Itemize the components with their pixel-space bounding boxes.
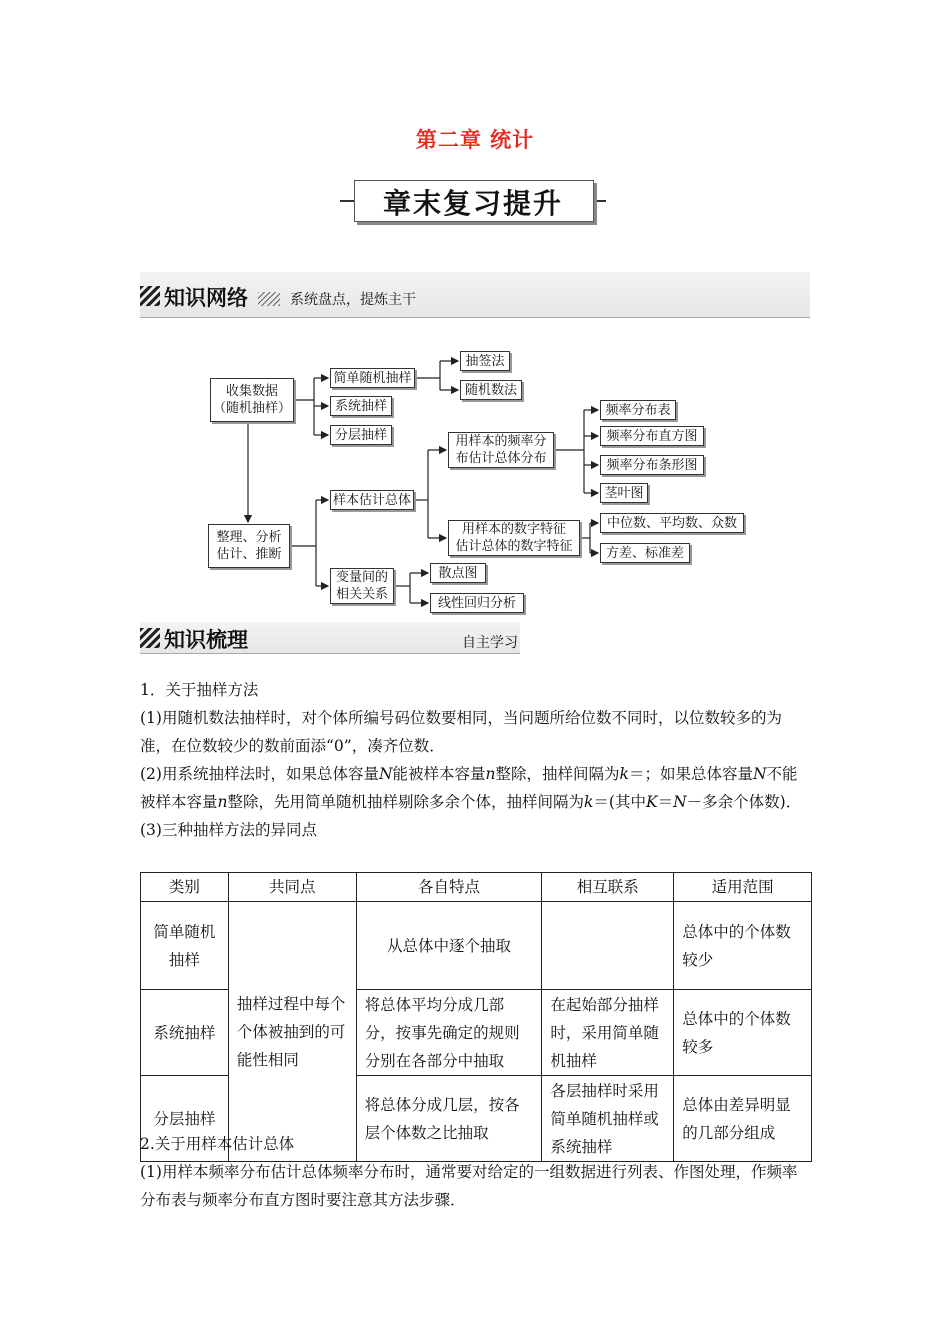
node-sample-estimate: 样本估计总体	[330, 490, 414, 510]
node-freq-estimate: 用样本的频率分 布估计总体分布	[448, 432, 554, 468]
stripes-icon	[140, 286, 160, 306]
section-heading: 知识网络	[164, 286, 248, 310]
table-cell: 将总体平均分成几部分，按事先确定的规则分别在各部分中抽取	[356, 990, 542, 1076]
node-scatter: 散点图	[430, 563, 486, 583]
table-cell: 总体中的个体数较多	[674, 990, 812, 1076]
section-knowledge-network	[140, 272, 810, 318]
node-variable-relation: 变量间的 相关关系	[330, 568, 394, 604]
table-cell: 在起始部分抽样时，采用简单随机抽样	[542, 990, 674, 1076]
node-freq-table: 频率分布表	[600, 400, 676, 420]
table-cell: 分层抽样	[141, 1076, 229, 1162]
table-header: 适用范围	[674, 873, 812, 902]
table-header: 相互联系	[542, 873, 674, 902]
banner	[346, 180, 600, 226]
table-header: 类别	[141, 873, 229, 902]
node-mean-median-mode: 中位数、平均数、众数	[600, 513, 744, 533]
table-cell: 从总体中逐个抽取	[356, 902, 542, 990]
sampling-comparison-table	[140, 872, 812, 1162]
content-part-1	[140, 676, 812, 844]
node-numeric-estimate: 用样本的数字特征 估计总体的数字特征	[448, 520, 580, 556]
banner-title: 章末复习提升	[382, 187, 563, 220]
heading-estimation: 2.关于用样本估计总体	[140, 1135, 295, 1153]
node-stem-leaf: 茎叶图	[600, 483, 648, 503]
table-row	[141, 902, 812, 990]
para-comparison-intro: (3)三种抽样方法的异同点	[140, 821, 317, 839]
chapter-title: 第二章 统计	[415, 128, 535, 152]
content-part-2	[140, 1130, 812, 1214]
table-cell: 简单随机抽样	[141, 902, 229, 990]
section-subtitle: 自主学习	[462, 635, 518, 651]
table-cell	[542, 902, 674, 990]
table-cell: 总体中的个体数较少	[674, 902, 812, 990]
node-freq-histogram: 频率分布直方图	[600, 426, 704, 446]
hatch-icon	[258, 292, 280, 306]
section-subtitle: 系统盘点，提炼主干	[290, 292, 416, 308]
table-cell: 将总体分成几层，按各层个体数之比抽取	[356, 1076, 542, 1162]
knowledge-network-diagram	[200, 346, 760, 620]
node-lottery: 抽签法	[460, 351, 510, 371]
table-header: 各自特点	[356, 873, 542, 902]
node-random-table: 随机数法	[460, 380, 522, 400]
table-cell: 总体由差异明显的几部分组成	[674, 1076, 812, 1162]
node-regression: 线性回归分析	[430, 593, 524, 613]
para-systematic: (2)用系统抽样法时，如果总体容量N能被样本容量n整除，抽样间隔为k＝；如果总体容量N不能被样本容量n整除，先用简单随机抽样剔除多余个体，抽样间隔为k＝(其中K＝N－多余个体数)．	[140, 765, 802, 811]
heading-sampling: 1．关于抽样方法	[140, 681, 259, 699]
table-cell: 各层抽样时采用简单随机抽样或系统抽样	[542, 1076, 674, 1162]
node-collect: 收集数据 （随机抽样）	[210, 378, 294, 422]
stripes-icon	[140, 628, 160, 648]
section-heading: 知识梳理	[164, 628, 248, 652]
node-organize: 整理、分析 估计、推断	[208, 524, 290, 568]
node-simple-random: 简单随机抽样	[330, 368, 415, 388]
node-freq-bar: 频率分布条形图	[600, 455, 704, 475]
node-stratified: 分层抽样	[330, 425, 392, 445]
para-frequency: (1)用样本频率分布估计总体频率分布时，通常要对给定的一组数据进行列表、作图处理，作频率分布表与频率分布直方图时要注意其方法步骤．	[140, 1163, 798, 1209]
node-variance-stddev: 方差、标准差	[600, 543, 690, 563]
section-knowledge-review	[140, 622, 520, 654]
table-cell: 系统抽样	[141, 990, 229, 1076]
node-systematic: 系统抽样	[330, 396, 392, 416]
table-cell-common: 抽样过程中每个个体被抽到的可能性相同	[228, 902, 356, 1162]
table-header-row	[141, 873, 812, 902]
table-header: 共同点	[228, 873, 356, 902]
para-random-number: (1)用随机数法抽样时，对个体所编号码位数要相同，当问题所给位数不同时，以位数较多的为准，在位数较少的数前面添“0”，凑齐位数．	[140, 709, 782, 755]
